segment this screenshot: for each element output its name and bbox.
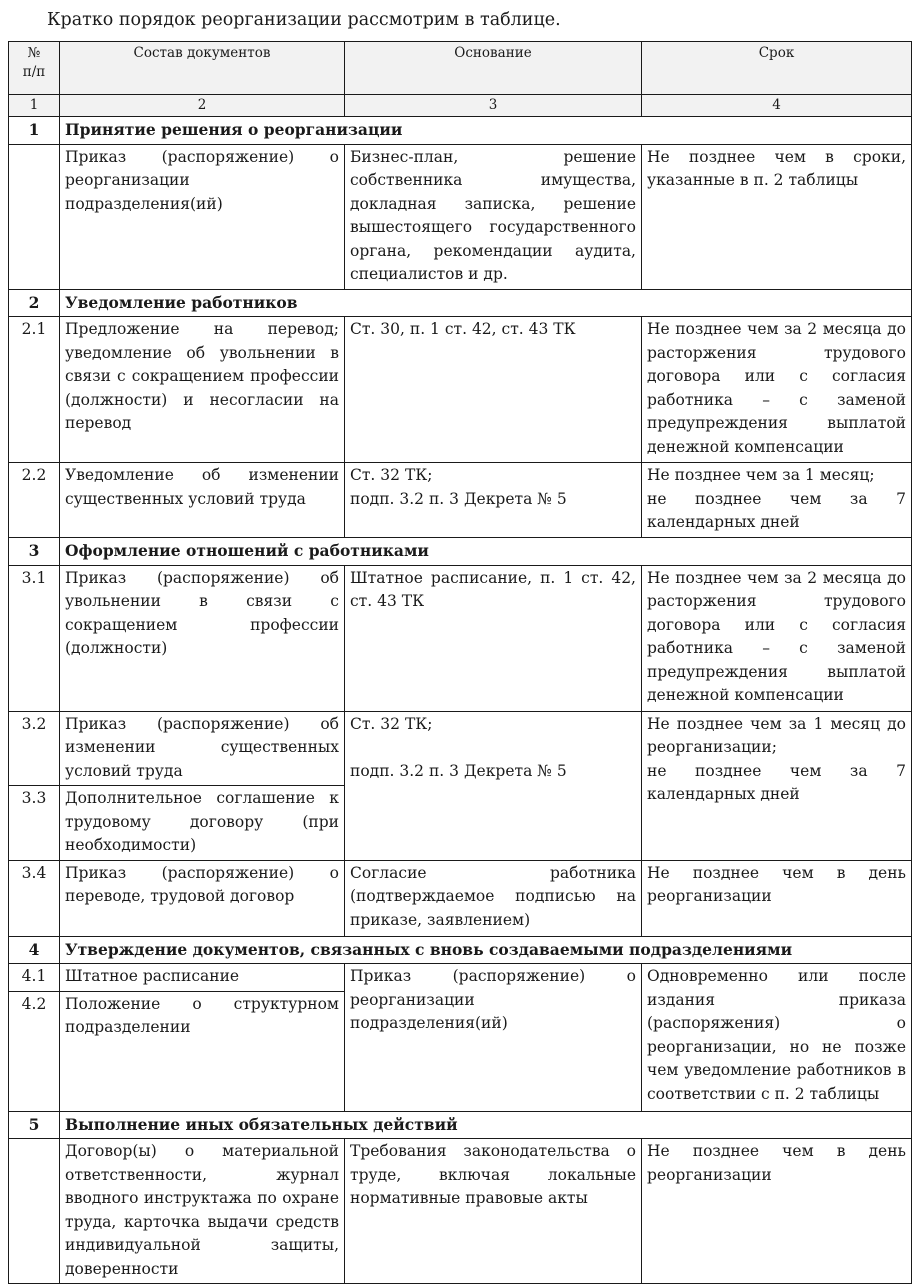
term-line: Не позднее чем за 1 месяц до реорганизации;: [647, 714, 906, 756]
table-header-row: [9, 42, 912, 95]
row-number: 3.1: [9, 565, 60, 711]
basis-cell: Приказ (распоряжение) о реорганизации подразделения(ий): [345, 964, 642, 1112]
section-row: [9, 289, 912, 317]
section-row: [9, 117, 912, 145]
column-number: 2: [60, 95, 345, 117]
term-cell: [642, 463, 912, 538]
header-documents: Состав документов: [60, 42, 345, 95]
term-cell: Не позднее чем за 2 месяца до расторжения трудового договора или с согласия работника – с заменой предупреждения выплатой денежной компенсации: [642, 317, 912, 463]
row-number: [9, 144, 60, 289]
row-number: 4.1: [9, 964, 60, 992]
row-number: 3.3: [9, 786, 60, 861]
row-number: 4.2: [9, 991, 60, 1111]
column-numbers-row: [9, 95, 912, 117]
table-row: [9, 144, 912, 289]
header-basis: Основание: [345, 42, 642, 95]
documents-cell: Приказ (распоряжение) об увольнении в связи с сокращением профессии (должности): [60, 565, 345, 711]
table-row: [9, 1139, 912, 1284]
term-line: не позднее чем за 7 календарных дней: [647, 489, 906, 531]
basis-line: Ст. 32 ТК;: [350, 466, 433, 484]
table-row: [9, 711, 912, 786]
documents-cell: Предложение на перевод; уведомление об увольнении в связи с сокращением профессии (должности) и несогласии на перевод: [60, 317, 345, 463]
basis-line: Ст. 32 ТК;: [350, 714, 433, 733]
section-title: Уведомление работников: [60, 289, 912, 317]
section-number: 2: [9, 289, 60, 317]
section-number: 5: [9, 1111, 60, 1139]
basis-line: подп. 3.2 п. 3 Декрета № 5: [350, 489, 567, 508]
column-number: 4: [642, 95, 912, 117]
intro-text: Кратко порядок реорганизации рассмотрим в таблице.: [47, 10, 561, 30]
documents-cell: Уведомление об изменении существенных условий труда: [60, 463, 345, 538]
section-row: [9, 538, 912, 566]
basis-cell: Требования законодательства о труде, включая локальные нормативные правовые акты: [345, 1139, 642, 1284]
basis-cell: Штатное расписание, п. 1 ст. 42, ст. 43 ТК: [345, 565, 642, 711]
documents-cell: Приказ (распоряжение) о переводе, трудовой договор: [60, 860, 345, 936]
term-line: Не позднее чем за 1 месяц;: [647, 466, 875, 484]
section-title: Утверждение документов, связанных с вновь создаваемыми подразделениями: [60, 936, 912, 964]
basis-cell: [345, 463, 642, 538]
basis-cell: Бизнес-план, решение собственника имущества, докладная записка, решение вышестоящего государственного органа, рекомендации аудита, специалистов и др.: [345, 144, 642, 289]
section-row: [9, 1111, 912, 1139]
basis-cell: Согласие работника (подтверждаемое подписью на приказе, заявлением): [345, 860, 642, 936]
section-title: Принятие решения о реорганизации: [60, 117, 912, 145]
section-title: Оформление отношений с работниками: [60, 538, 912, 566]
row-number: [9, 1139, 60, 1284]
documents-cell: Приказ (распоряжение) об изменении существенных условий труда: [60, 711, 345, 786]
table-row: [9, 565, 912, 711]
term-cell: Одновременно или после издания приказа (распоряжения) о реорганизации, но не позже чем уведомление работников в соответствии с п. 2 таблицы: [642, 964, 912, 1112]
term-cell: Не позднее чем в день реорганизации: [642, 1139, 912, 1284]
term-cell: Не позднее чем в сроки, указанные в п. 2 таблицы: [642, 144, 912, 289]
section-row: [9, 936, 912, 964]
term-cell: Не позднее чем в день реорганизации: [642, 860, 912, 936]
section-number: 3: [9, 538, 60, 566]
basis-line: подп. 3.2 п. 3 Декрета № 5: [350, 761, 567, 780]
header-term: Срок: [642, 42, 912, 95]
table-row: [9, 463, 912, 538]
documents-cell: Положение о структурном подразделении: [60, 991, 345, 1111]
term-cell: [642, 711, 912, 860]
section-number: 4: [9, 936, 60, 964]
row-number: 3.2: [9, 711, 60, 786]
table-row: [9, 860, 912, 936]
documents-cell: Договор(ы) о материальной ответственности, журнал вводного инструктажа по охране труда, карточка выдачи средств индивидуальной защиты, доверенности: [60, 1139, 345, 1284]
section-number: 1: [9, 117, 60, 145]
column-number: 3: [345, 95, 642, 117]
documents-cell: Штатное расписание: [60, 964, 345, 992]
table-row: [9, 964, 912, 992]
row-number: 3.4: [9, 860, 60, 936]
documents-cell: Приказ (распоряжение) о реорганизации подразделения(ий): [60, 144, 345, 289]
term-line: не позднее чем за 7 календарных дней: [647, 761, 906, 803]
row-number: 2.1: [9, 317, 60, 463]
column-number: 1: [9, 95, 60, 117]
header-number: № п/п: [9, 42, 60, 95]
basis-cell: Ст. 30, п. 1 ст. 42, ст. 43 ТК: [345, 317, 642, 463]
term-cell: Не позднее чем за 2 месяца до расторжения трудового договора или с согласия работника – с заменой предупреждения выплатой денежной компенсации: [642, 565, 912, 711]
table-row: [9, 317, 912, 463]
section-title: Выполнение иных обязательных действий: [60, 1111, 912, 1139]
row-number: 2.2: [9, 463, 60, 538]
reorganization-table: [8, 41, 912, 1284]
documents-cell: Дополнительное соглашение к трудовому договору (при необходимости): [60, 786, 345, 861]
basis-cell: [345, 711, 642, 860]
